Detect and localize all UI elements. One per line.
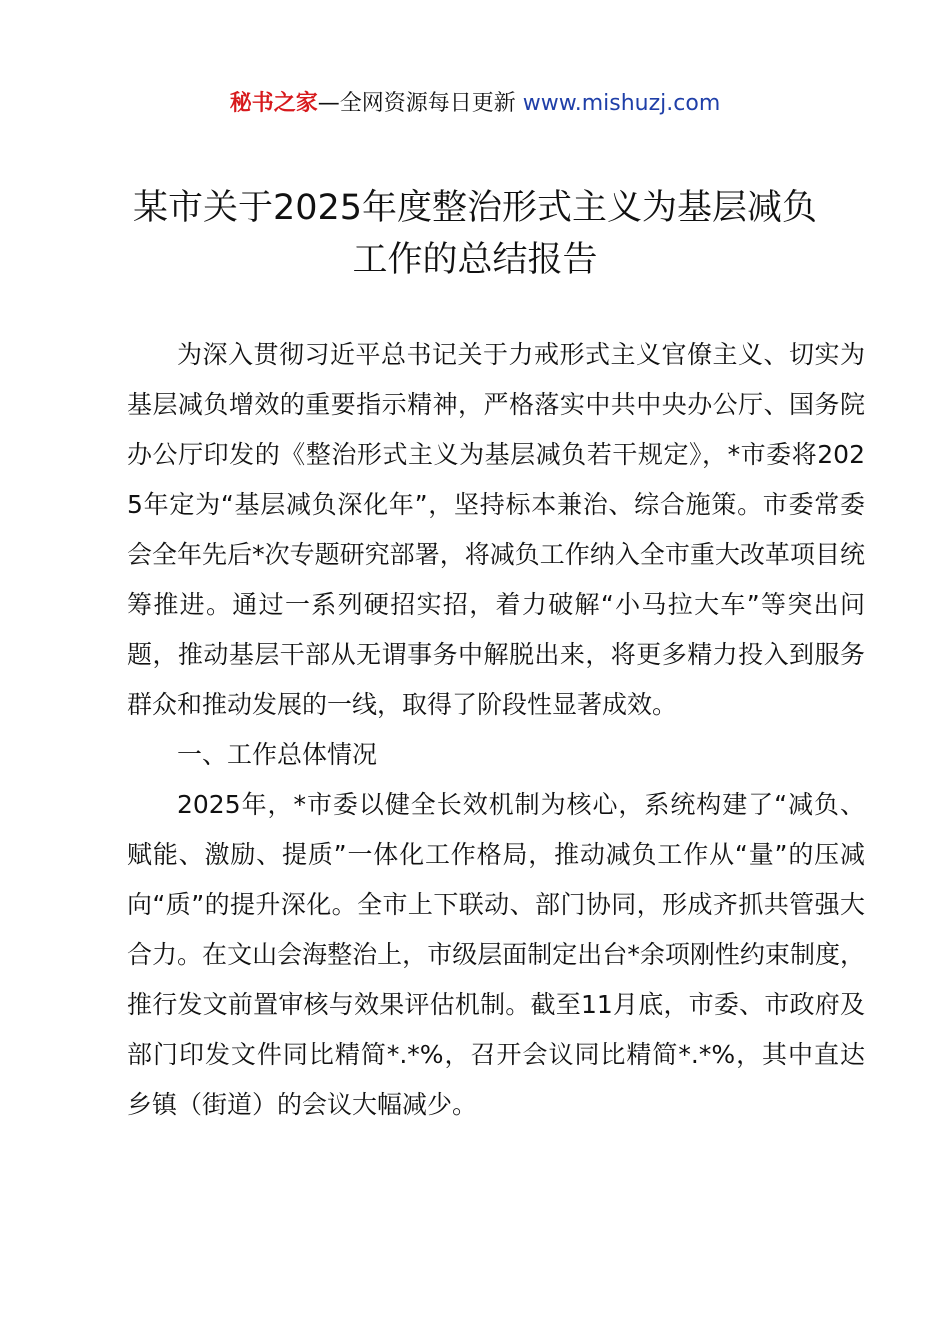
document-body — [127, 330, 865, 1130]
header-tagline: —全网资源每日更新 — [317, 91, 523, 116]
document-title — [100, 182, 850, 286]
site-url-link[interactable]: www.mishuzj.com — [522, 91, 721, 116]
section-heading-1: 一、工作总体情况 — [177, 740, 378, 769]
title-line-1: 某市关于2025年度整治形式主义为基层减负 — [132, 188, 818, 228]
title-line-2: 工作的总结报告 — [352, 240, 598, 280]
brand-name: 秘书之家 — [229, 91, 318, 116]
section-1-paragraph: 2025年，*市委以健全长效机制为核心，系统构建了“减负、赋能、激励、提质”一体化工作格局，推动减负工作从“量”的压减向“质”的提升深化。全市上下联动、部门协同，形成齐抓共管强大合力。在文山会海整治上，市级层面制定出台*余项刚性约束制度，推行发文前置审核与效果评估机制。截至11月底，市委、市政府及部门印发文件同比精简*.*%，召开会议同比精简*.*%，其中直达乡镇（街道）的会议大幅减少。 — [127, 790, 865, 1119]
intro-paragraph: 为深入贯彻习近平总书记关于力戒形式主义官僚主义、切实为基层减负增效的重要指示精神，严格落实中共中央办公厅、国务院办公厅印发的《整治形式主义为基层减负若干规定》，*市委将2025年定为“基层减负深化年”，坚持标本兼治、综合施策。市委常委会全年先后*次专题研究部署，将减负工作纳入全市重大改革项目统筹推进。通过一系列硬招实招，着力破解“小马拉大车”等突出问题，推动基层干部从无谓事务中解脱出来，将更多精力投入到服务群众和推动发展的一线，取得了阶段性显著成效。 — [127, 340, 865, 719]
site-header-banner — [0, 88, 950, 120]
